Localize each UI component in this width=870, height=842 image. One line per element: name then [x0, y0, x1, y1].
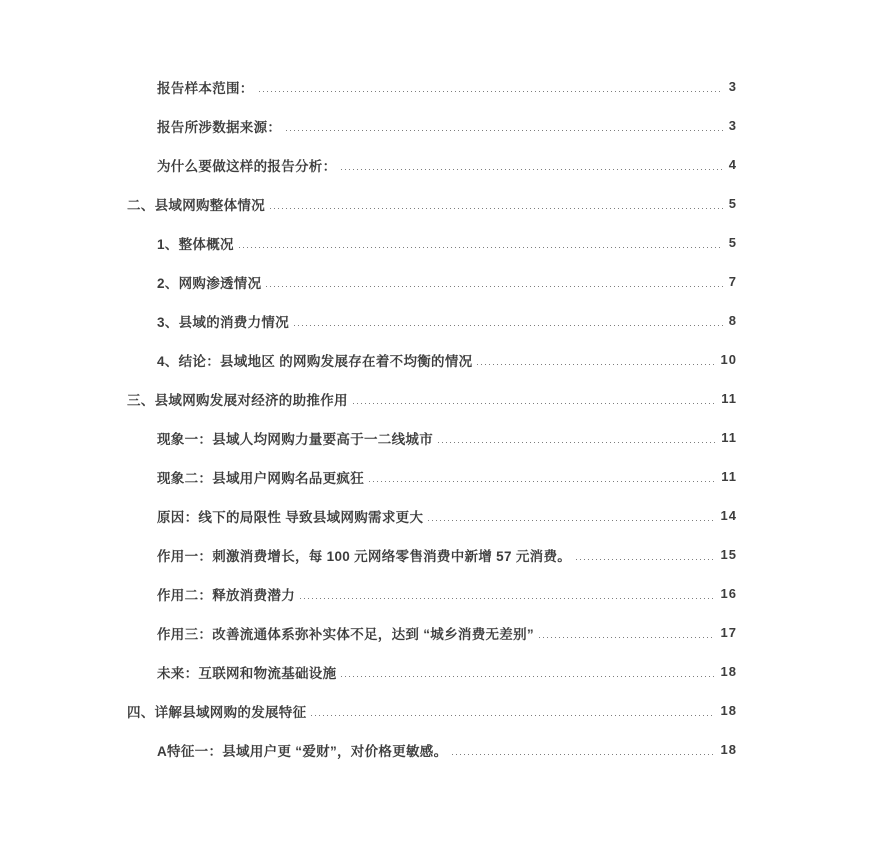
toc-page-number: 11 — [721, 430, 737, 445]
dotted-leader — [266, 286, 722, 287]
dotted-leader — [239, 247, 723, 248]
dotted-leader — [341, 169, 722, 170]
toc-entry[interactable] — [127, 301, 737, 340]
toc-entry[interactable] — [127, 223, 737, 262]
toc-entry[interactable] — [127, 574, 737, 613]
toc-page-number: 5 — [728, 196, 737, 211]
toc-page-number: 4 — [728, 157, 737, 172]
toc-entry-label: 四、详解县域网购的发展特征 — [127, 704, 307, 720]
toc-page-number: 15 — [720, 547, 737, 562]
toc-page-number: 18 — [720, 703, 737, 718]
toc-entry-label: 4、结论：县域地区 的网购发展存在着不均衡的情况 — [157, 353, 473, 369]
toc-page-number: 11 — [721, 391, 737, 406]
dotted-leader — [259, 91, 723, 92]
toc-entry[interactable] — [127, 145, 737, 184]
toc-entry-label: 三、县域网购发展对经济的助推作用 — [127, 392, 348, 408]
dotted-leader — [341, 676, 714, 677]
table-of-contents — [127, 67, 737, 769]
dotted-leader — [353, 403, 715, 404]
toc-page-number: 3 — [728, 118, 737, 133]
toc-entry-label: 现象一：县域人均网购力量要高于一二线城市 — [157, 431, 433, 447]
toc-page-number: 14 — [720, 508, 737, 523]
toc-page-number: 10 — [720, 352, 737, 367]
dotted-leader — [286, 130, 723, 131]
toc-entry-label: 二、县域网购整体情况 — [127, 197, 265, 213]
dotted-leader — [369, 481, 715, 482]
dotted-leader — [270, 208, 723, 209]
toc-entry-label: 1、整体概况 — [157, 236, 234, 252]
dotted-leader — [452, 754, 714, 755]
toc-entry[interactable] — [127, 106, 737, 145]
toc-entry[interactable] — [127, 457, 737, 496]
toc-entry-label: 未来：互联网和物流基础设施 — [157, 665, 337, 681]
toc-entry[interactable] — [127, 379, 737, 418]
toc-entry[interactable] — [127, 535, 737, 574]
toc-page-number: 16 — [720, 586, 737, 601]
toc-entry-label: 作用一：刺激消费增长，每 100 元网络零售消费中新增 57 元消费。 — [157, 548, 572, 564]
toc-entry[interactable] — [127, 67, 737, 106]
toc-entry-label: 作用二：释放消费潜力 — [157, 587, 295, 603]
toc-entry[interactable] — [127, 613, 737, 652]
toc-entry[interactable] — [127, 262, 737, 301]
toc-entry[interactable] — [127, 730, 737, 769]
toc-page-number: 17 — [720, 625, 737, 640]
toc-entry-label: 2、网购渗透情况 — [157, 275, 262, 291]
toc-page-number: 18 — [720, 664, 737, 679]
toc-entry[interactable] — [127, 418, 737, 457]
toc-entry[interactable] — [127, 652, 737, 691]
toc-entry-label: 报告所涉数据来源： — [157, 119, 282, 135]
dotted-leader — [438, 442, 715, 443]
toc-entry-label: 报告样本范围： — [157, 80, 254, 96]
toc-page-number: 7 — [728, 274, 737, 289]
dotted-leader — [300, 598, 715, 599]
dotted-leader — [311, 715, 714, 716]
dotted-leader — [576, 559, 714, 560]
toc-page-number: 8 — [728, 313, 737, 328]
toc-page-number: 18 — [720, 742, 737, 757]
toc-entry-label: 原因：线下的局限性 导致县域网购需求更大 — [157, 509, 424, 525]
toc-entry-label: 作用三：改善流通体系弥补实体不足，达到 “城乡消费无差别” — [157, 626, 534, 642]
dotted-leader — [428, 520, 714, 521]
dotted-leader — [477, 364, 714, 365]
toc-entry-label: 为什么要做这样的报告分析： — [157, 158, 337, 174]
toc-page-number: 5 — [728, 235, 737, 250]
dotted-leader — [539, 637, 715, 638]
toc-page-number: 3 — [728, 79, 737, 94]
toc-entry-label: 现象二：县域用户网购名品更疯狂 — [157, 470, 364, 486]
toc-entry[interactable] — [127, 691, 737, 730]
toc-entry[interactable] — [127, 496, 737, 535]
toc-entry[interactable] — [127, 340, 737, 379]
toc-entry[interactable] — [127, 184, 737, 223]
toc-entry-label: A特征一：县域用户更 “爱财”，对价格更敏感。 — [157, 743, 448, 759]
dotted-leader — [294, 325, 723, 326]
toc-entry-label: 3、县域的消费力情况 — [157, 314, 290, 330]
toc-page-number: 11 — [721, 469, 737, 484]
